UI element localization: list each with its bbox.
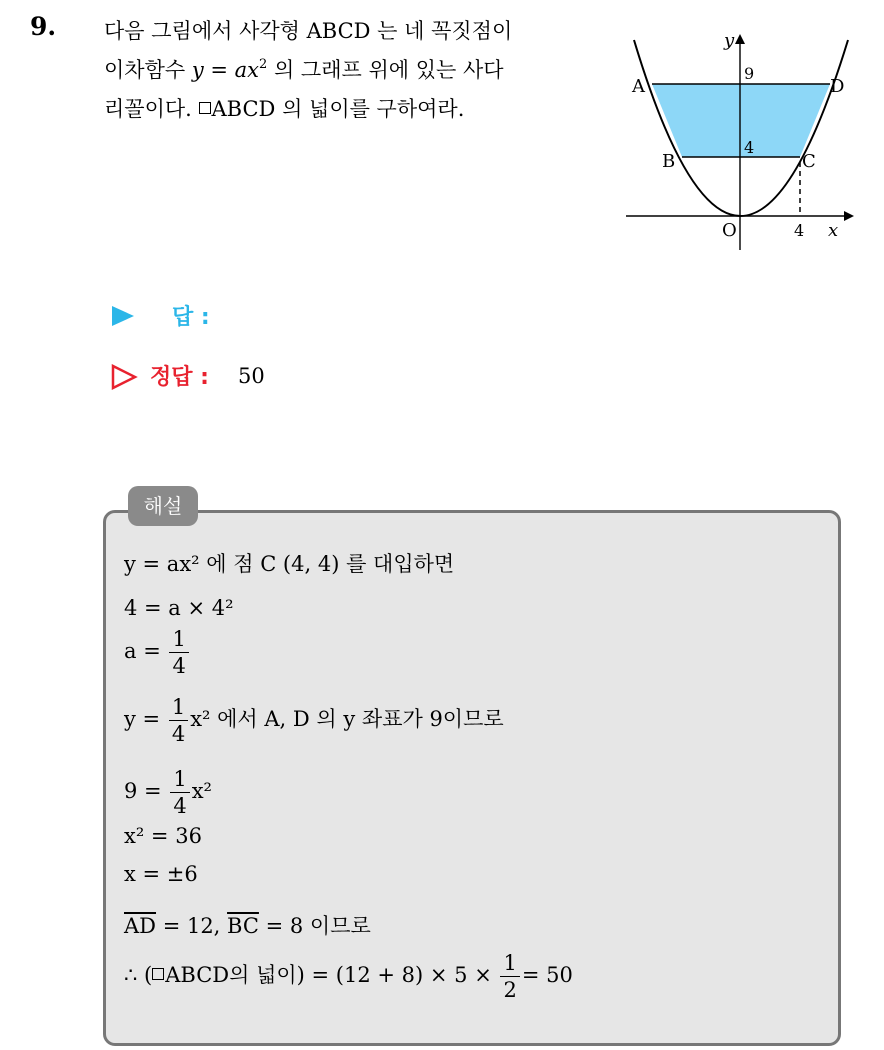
label-y9: 9 <box>744 64 755 83</box>
label-x-axis: x <box>828 220 839 241</box>
correct-answer-label: 정답 : <box>150 365 209 390</box>
solution-line-5: 9 = $\frac{1}{4}$ x² <box>124 767 212 818</box>
label-origin: O <box>722 220 737 241</box>
solution-line-6: x² = 36 <box>124 824 202 848</box>
answer-label: 답 : <box>172 305 210 330</box>
solution-line-4: y = $\frac{1}{4}$ x² 에서 A, D 의 y 좌표가 9이므로 <box>124 695 504 746</box>
y-axis-arrow-icon <box>735 34 745 44</box>
parabola-figure <box>622 22 858 254</box>
question-line-3: 리꼴이다. ABCD 의 넓이를 구하여라. <box>104 97 465 121</box>
solution-line-7: x = ±6 <box>124 862 198 886</box>
correct-answer-value: 50 <box>238 364 265 388</box>
square-symbol-icon <box>152 968 164 980</box>
answer-triangle-icon <box>110 304 136 328</box>
label-c: C <box>802 151 816 172</box>
label-y-axis: y <box>724 30 735 51</box>
solution-line-3: a = $\frac{1}{4}$ <box>124 626 191 679</box>
solution-line-8: $\overline{AD} = 12$, $\overline{BC} = 8$ 이므로 <box>124 914 371 938</box>
solution-tag: 해설 <box>128 486 198 526</box>
question-number: 9. <box>30 12 57 41</box>
label-y4: 4 <box>744 138 755 157</box>
question-line-1: 다음 그림에서 사각형 ABCD 는 네 꼭짓점이 <box>104 19 513 43</box>
solution-line-1: y = ax² 에 점 C (4, 4) 를 대입하면 <box>124 552 455 576</box>
solution-line-9: ∴ ( ABCD의 넓이) = (12 + 8) × 5 × $\frac{1}{2}$ = 50 <box>124 951 573 1002</box>
trapezoid-abcd <box>652 84 830 157</box>
label-d: D <box>830 76 845 97</box>
label-x4: 4 <box>794 221 805 240</box>
x-axis-arrow-icon <box>844 211 854 221</box>
label-b: B <box>662 151 676 172</box>
label-a: A <box>632 76 645 97</box>
question-text <box>104 12 604 129</box>
correct-triangle-icon <box>110 364 138 390</box>
solution-line-2: 4 = a × 4² <box>124 596 234 620</box>
question-line-2: 이차함수 $y = ax^2$ 의 그래프 위에 있는 사다 <box>104 57 504 82</box>
square-symbol-icon <box>199 102 211 114</box>
